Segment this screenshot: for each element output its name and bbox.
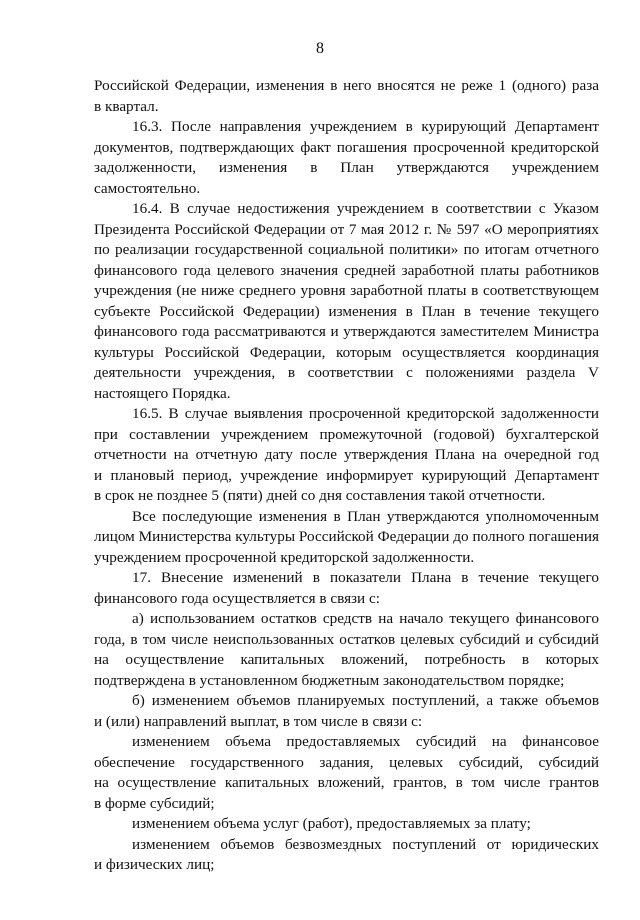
text-line: финансового года осуществляется в связи с: [94, 589, 380, 607]
text-line: финансового года целевого значения средней заработной платы работников [94, 261, 599, 279]
text-line: лицом Министерства культуры Российской Федерации до полного погашения [94, 528, 599, 545]
text-line: и физических лиц; [94, 856, 215, 873]
text-line: изменением объема предоставляемых субсидий на финансовое [132, 733, 599, 750]
text-line: а) использованием остатков средств на начало текущего финансового [132, 610, 599, 627]
text-line: изменением объема услуг (работ), предоставляемых за плату; [132, 815, 531, 832]
text-line: б) изменением объемов планируемых поступлений, а также объемов [132, 692, 599, 709]
text-line: настоящего Порядка. [94, 384, 231, 402]
text-line: самостоятельно. [94, 179, 201, 197]
text-line: деятельности учреждения, в соответствии с положениями раздела V [94, 364, 599, 381]
text-line: при составлении учреждением промежуточной (годовой) бухгалтерской [94, 425, 599, 443]
text-line: изменением объемов безвозмездных поступлений от юридических [132, 835, 599, 853]
text-line: года, в том числе неиспользованных остатков целевых субсидий и субсидий [94, 630, 599, 648]
text-line: задолженности, изменения в План утверждаются учреждением [94, 159, 599, 176]
document-body [94, 76, 599, 876]
page-number: 8 [316, 40, 324, 57]
text-line: субъекте Российской Федерации) изменения в План в течение текущего [94, 302, 599, 320]
text-line: на осуществление капитальных вложений, потребность в которых [94, 651, 599, 668]
text-line: в срок не позднее 5 (пяти) дней со дня составления такой отчетности. [94, 487, 546, 504]
text-line: финансового года рассматриваются и утверждаются заместителем Министра [94, 323, 599, 340]
text-line: учреждением просроченной кредиторской задолженности. [94, 548, 475, 566]
text-line: на осуществление капитальных вложений, грантов, в том числе грантов [94, 774, 599, 791]
text-line: 16.4. В случае недостижения учреждением в соответствии с Указом [132, 200, 599, 217]
text-line: Все последующие изменения в План утверждаются уполномоченным [132, 507, 599, 525]
text-line: в квартал. [94, 97, 159, 115]
text-line: 16.5. В случае выявления просроченной кредиторской задолженности [132, 405, 599, 422]
text-line: документов, подтверждающих факт погашения просроченной кредиторской [94, 138, 599, 156]
text-line: отчетности на отчетную дату после утверждения Плана на очередной год [94, 446, 599, 463]
text-line: и (или) направлений выплат, в том числе в связи с: [94, 712, 423, 730]
text-line: в форме субсидий; [94, 794, 215, 812]
text-line: обеспечение государственного задания, целевых субсидий, субсидий [94, 753, 599, 771]
text-line: учреждения (не ниже среднего уровня заработной платы в соответствующем [94, 282, 599, 299]
text-line: культуры Российской Федерации, которым осуществляется координация [94, 343, 599, 361]
text-line: 17. Внесение изменений в показатели Плана в течение текущего [132, 569, 599, 586]
text-line: и плановый период, учреждение информирует курирующий Департамент [94, 466, 599, 484]
text-line: 16.3. После направления учреждением в курирующий Департамент [132, 118, 599, 135]
text-line: подтверждена в установленном бюджетным законодательством порядке; [94, 671, 565, 689]
text-line: по реализации государственной социальной политики» по итогам отчетного [94, 241, 599, 258]
text-line: Российской Федерации, изменения в него вносятся не реже 1 (одного) раза [94, 77, 599, 94]
text-line: Президента Российской Федерации от 7 мая 2012 г. № 597 «О мероприятиях [94, 220, 599, 238]
